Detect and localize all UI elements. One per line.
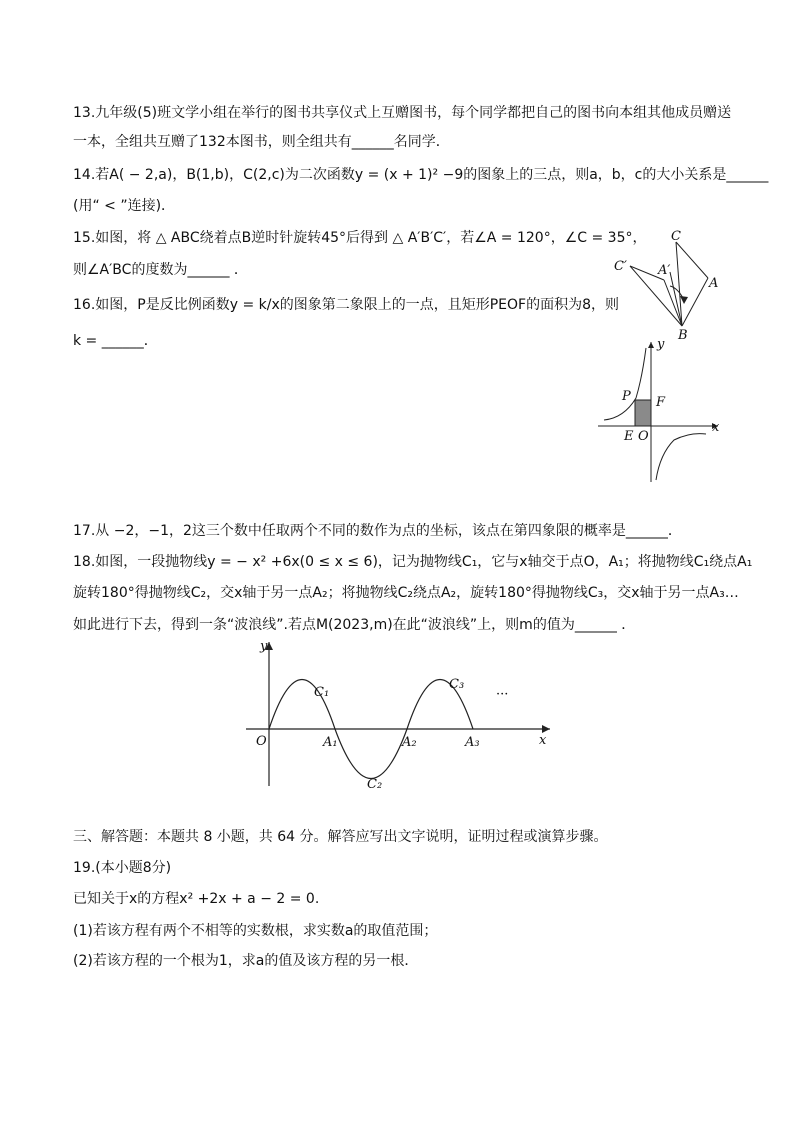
label-C2: C₂ bbox=[367, 777, 383, 792]
curve-C2 bbox=[335, 729, 407, 779]
q14-line2: (用“ < ”连接)． bbox=[73, 198, 176, 214]
q13-line2: 一本，全组共互赠了132本图书，则全组共有______名同学． bbox=[73, 134, 450, 150]
q17-line1: 17.从 −2，−1，2这三个数中任取两个不同的数作为点的坐标，该点在第四象限的概率是______． bbox=[73, 523, 682, 539]
q18-line3: 如此进行下去，得到一条“波浪线”.若点M(2023,m)在此“波浪线”上，则m的值为______ ． bbox=[73, 617, 636, 633]
hyperbola-figure bbox=[594, 336, 726, 486]
q18-line2: 旋转180°得抛物线C₂，交x轴于另一点A₂；将抛物线C₂绕点A₂，旋转180°得抛物线C₃，交x轴于另一点A₃… bbox=[73, 585, 739, 601]
rotation-arrowhead bbox=[680, 296, 688, 304]
label-B: B bbox=[678, 328, 688, 343]
q19-stem: 已知关于x的方程x² +2x + a − 2 = 0. bbox=[73, 891, 320, 907]
wave-figure bbox=[240, 636, 560, 796]
q14-line1: 14.若A( − 2,a)，B(1,b)，C(2,c)为二次函数y = (x + 1)² −9的图象上的三点，则a，b，c的大小关系是______ bbox=[73, 167, 769, 183]
label-A3: A₃ bbox=[465, 735, 480, 750]
label-C-prime: C′ bbox=[614, 259, 627, 274]
label-x: x bbox=[712, 420, 720, 435]
q19-part2: (2)若该方程的一个根为1，求a的值及该方程的另一根． bbox=[73, 953, 419, 969]
edge-AB bbox=[682, 278, 708, 326]
q15-line2: 则∠A′BC的度数为______ ． bbox=[73, 262, 248, 278]
label-O: O bbox=[638, 429, 649, 444]
rectangle-PEOF bbox=[635, 400, 651, 426]
label-P: P bbox=[622, 389, 631, 404]
label-y: y bbox=[657, 337, 665, 352]
label-A1: A₁ bbox=[323, 735, 338, 750]
label-F: F bbox=[656, 395, 666, 410]
label-O: O bbox=[256, 734, 267, 749]
q13-line1: 13.九年级(5)班文学小组在举行的图书共享仪式上互赠图书，每个同学都把自己的图书向本组其他成员赠送 bbox=[73, 105, 732, 121]
label-C3: C₃ bbox=[449, 677, 465, 692]
label-C: C bbox=[671, 229, 681, 244]
label-A-prime: A′ bbox=[658, 263, 671, 278]
label-ellipsis: ··· bbox=[496, 687, 509, 702]
section3-heading: 三、解答题：本题共 8 小题，共 64 分。解答应写出文字说明，证明过程或演算步骤。 bbox=[73, 829, 608, 845]
hyperbola-branch-q4 bbox=[656, 434, 706, 480]
q15-line1: 15.如图，将 △ ABC绕着点B逆时针旋转45°后得到 △ A′B′C′，若∠A = 120°，∠C = 35°， bbox=[73, 230, 647, 246]
label-C1: C₁ bbox=[314, 685, 330, 700]
label-y: y bbox=[260, 639, 268, 654]
edge-CprimeB bbox=[630, 266, 682, 326]
label-A: A bbox=[709, 276, 719, 291]
label-x: x bbox=[539, 733, 547, 748]
q16-line2: k = ______． bbox=[73, 333, 158, 349]
edge-CA bbox=[676, 242, 708, 278]
triangle-rotation-figure bbox=[608, 228, 728, 343]
q19-heading: 19.(本小题8分) bbox=[73, 860, 172, 876]
q16-line1: 16.如图，P是反比例函数y = k/x的图象第二象限上的一点，且矩形PEOF的面积为8，则 bbox=[73, 297, 619, 313]
q19-part1: (1)若该方程有两个不相等的实数根，求实数a的取值范围； bbox=[73, 923, 438, 939]
q18-line1: 18.如图，一段抛物线y = − x² +6x(0 ≤ x ≤ 6)，记为抛物线C₁，它与x轴交于点O，A₁；将抛物线C₁绕点A₁ bbox=[73, 554, 753, 570]
label-E: E bbox=[624, 429, 634, 444]
label-A2: A₂ bbox=[402, 735, 417, 750]
